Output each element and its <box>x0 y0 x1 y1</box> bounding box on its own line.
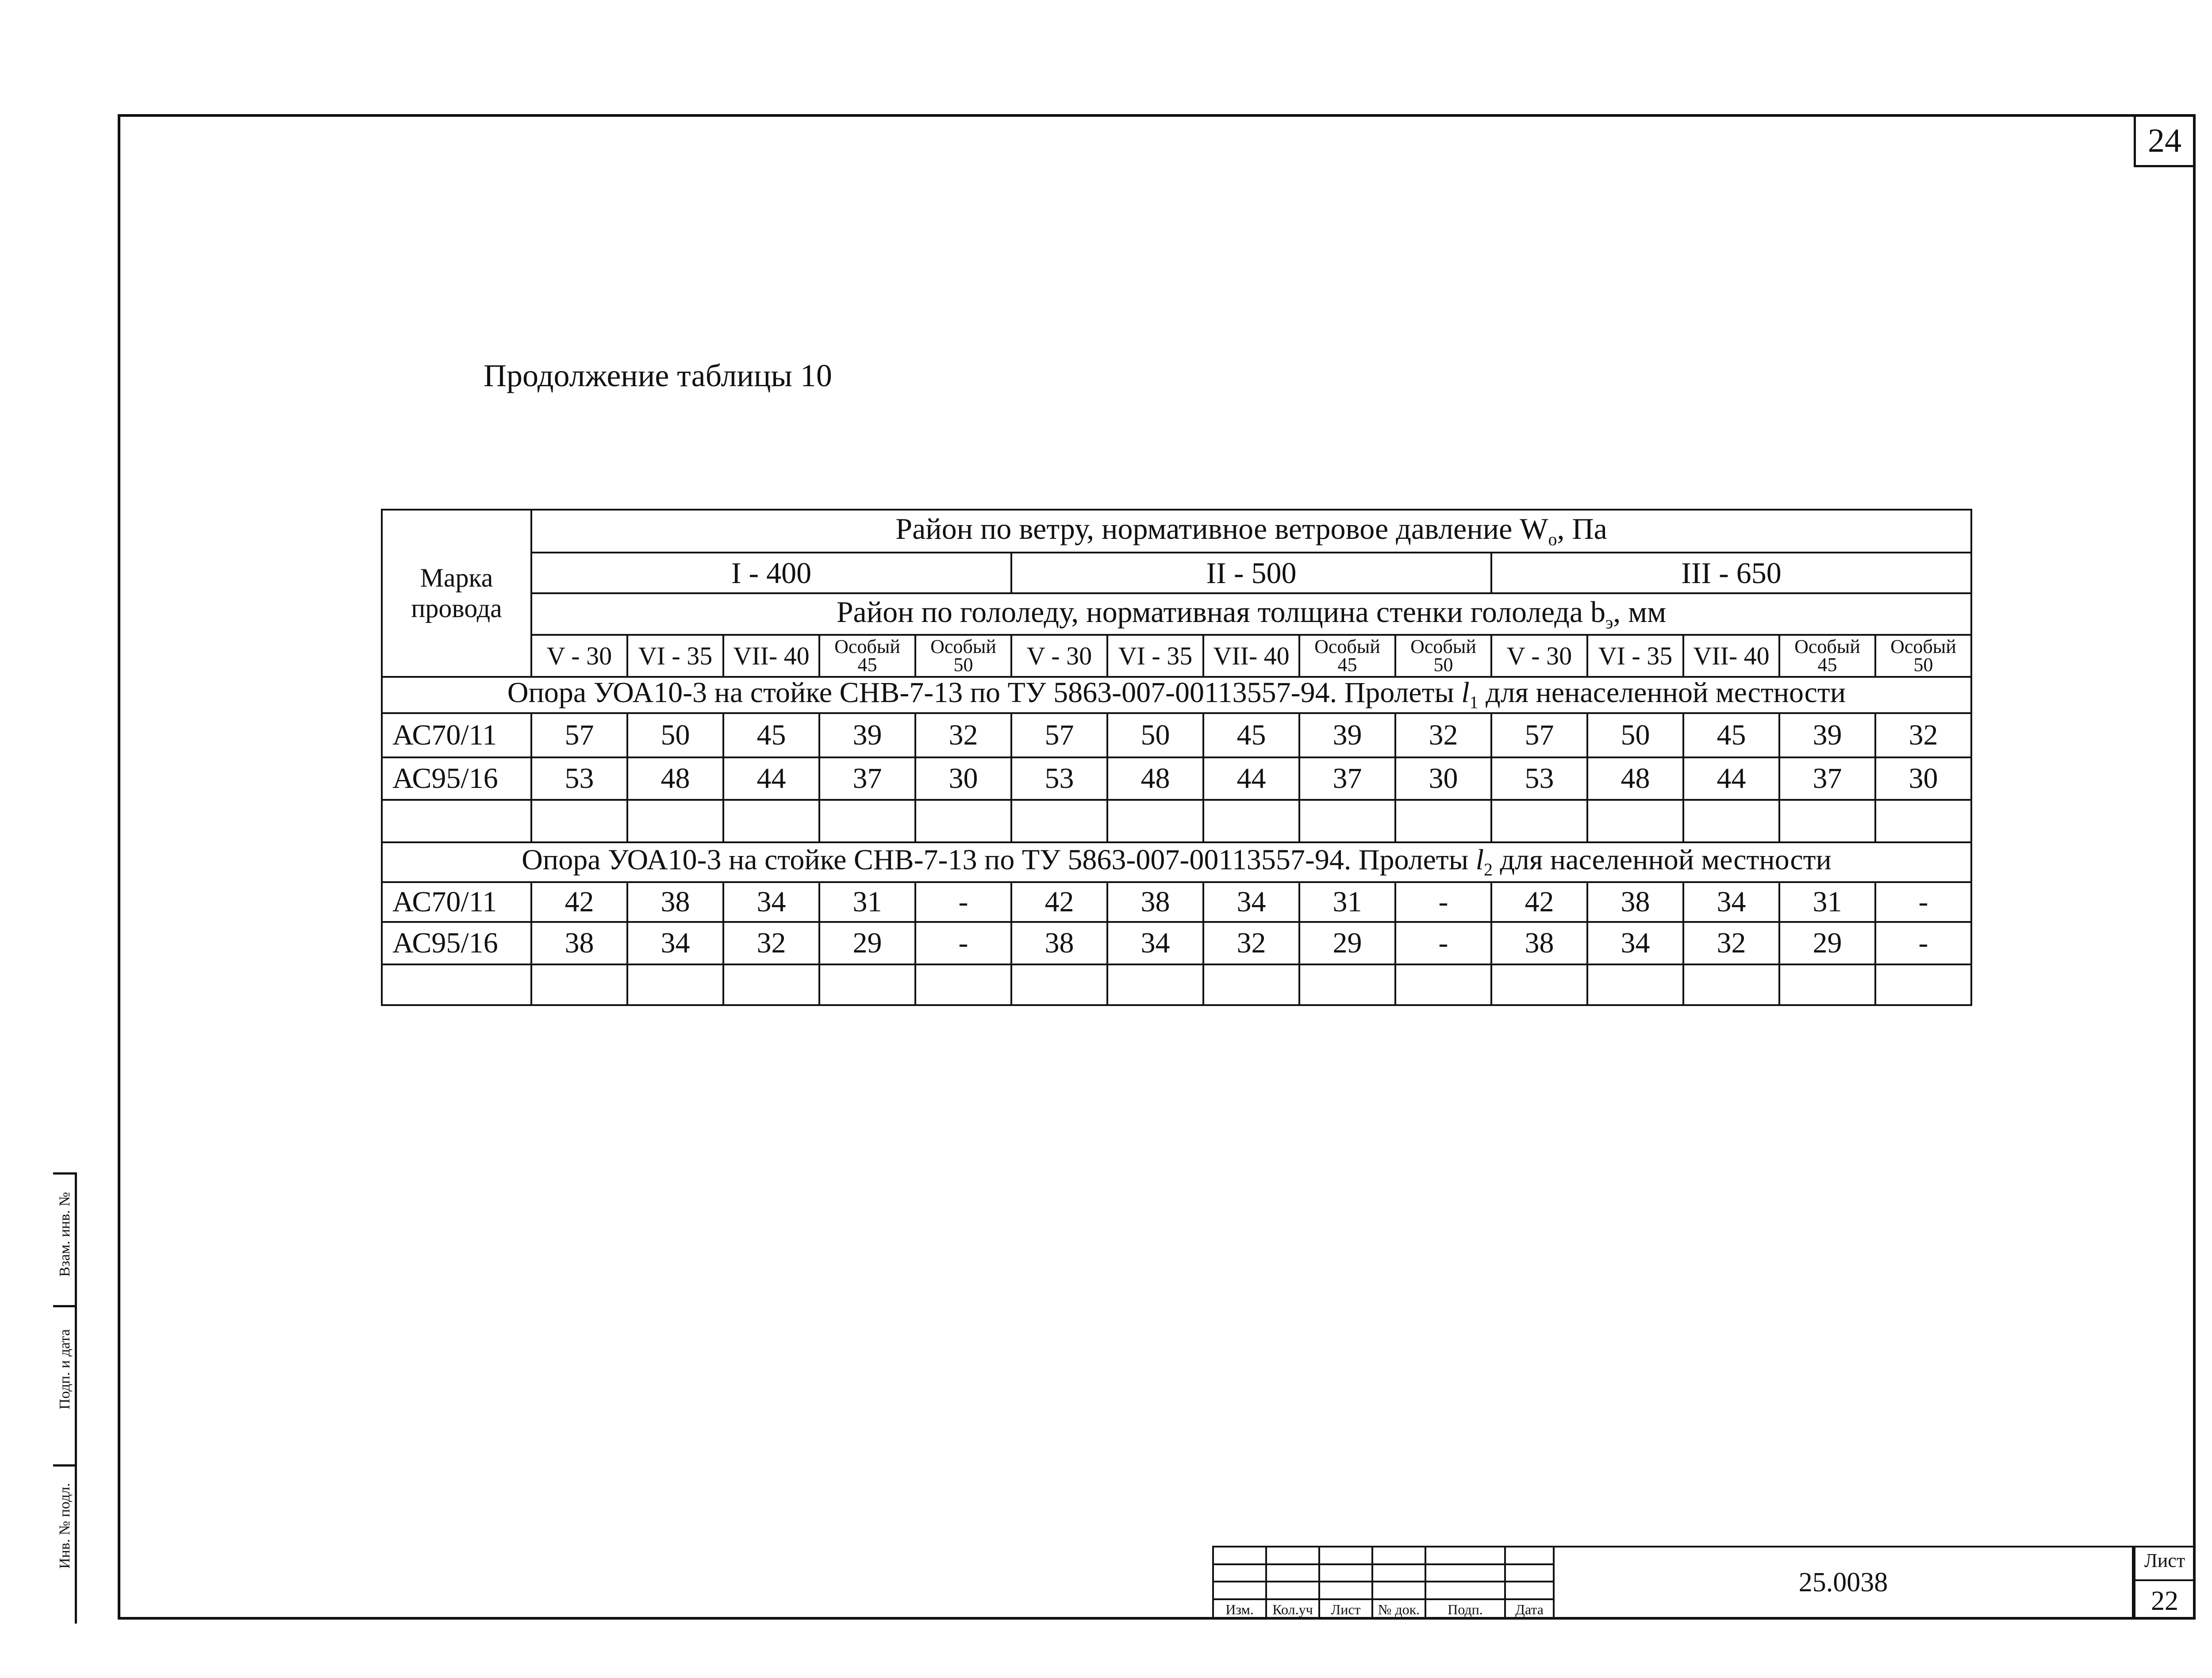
span-value: 48 <box>627 757 723 800</box>
page-number: 24 <box>2134 114 2196 167</box>
span-value: 34 <box>627 922 723 964</box>
ice-region-thickness: 45 <box>857 653 877 676</box>
span-value: 34 <box>1107 922 1203 964</box>
span-value: - <box>915 922 1011 964</box>
ice-region-thickness: 50 <box>953 653 973 676</box>
span-value: 31 <box>819 882 915 922</box>
span-value: 30 <box>915 757 1011 800</box>
span-value: - <box>1395 922 1491 964</box>
empty-cell <box>1395 964 1491 1005</box>
brand-header: Марка провода <box>382 510 531 677</box>
ice-region-header: VII- 40 <box>723 635 819 677</box>
span-value: 37 <box>819 757 915 800</box>
span-value: 32 <box>1875 713 1971 757</box>
empty-cell <box>1779 964 1875 1005</box>
empty-cell <box>1491 800 1587 842</box>
empty-cell <box>915 800 1011 842</box>
span-value: 57 <box>531 713 627 757</box>
ice-region-header: V - 30 <box>1491 635 1587 677</box>
table-row <box>382 922 1971 964</box>
empty-cell <box>1107 800 1203 842</box>
ice-region-header <box>1395 635 1491 677</box>
span-value: 30 <box>1875 757 1971 800</box>
span-value: 50 <box>1107 713 1203 757</box>
stamp-label-signature-date: Подп. и дата <box>57 1329 73 1409</box>
ice-region-label: Особый <box>1794 636 1860 658</box>
title-block <box>1212 1546 2196 1620</box>
empty-cell <box>1203 800 1299 842</box>
span-value: 39 <box>1779 713 1875 757</box>
span-value: 53 <box>1491 757 1587 800</box>
empty-cell <box>819 800 915 842</box>
span-value: 32 <box>1395 713 1491 757</box>
ice-region-header: VI - 35 <box>1587 635 1683 677</box>
sheet-number: 22 <box>2135 1579 2194 1621</box>
ice-region-thickness: 45 <box>1817 653 1837 676</box>
empty-cell <box>1491 964 1587 1005</box>
span-value: 29 <box>819 922 915 964</box>
span-value: 32 <box>915 713 1011 757</box>
span-value: 29 <box>1779 922 1875 964</box>
empty-cell <box>1011 800 1107 842</box>
span-value: 42 <box>531 882 627 922</box>
empty-cell <box>627 964 723 1005</box>
document-code: 25.0038 <box>1553 1546 2134 1620</box>
ice-header: Район по гололеду, нормативная толщина стенки гололеда $b_э$, мм <box>531 593 1971 635</box>
ice-region-header: VII- 40 <box>1203 635 1299 677</box>
wire-brand: АС95/16 <box>382 757 531 800</box>
ice-region-header <box>1299 635 1395 677</box>
ice-region-header <box>1875 635 1971 677</box>
ice-region-label: Особый <box>1890 636 1956 658</box>
table-row <box>382 713 1971 757</box>
empty-cell <box>382 964 531 1005</box>
span-value: - <box>915 882 1011 922</box>
col-change: Изм. <box>1213 1599 1266 1619</box>
blank-row <box>382 964 1971 1005</box>
ice-region-thickness: 50 <box>1433 653 1453 676</box>
table-row <box>382 757 1971 800</box>
blank-row <box>382 800 1971 842</box>
empty-cell <box>723 800 819 842</box>
span-value: 31 <box>1779 882 1875 922</box>
empty-cell <box>1875 800 1971 842</box>
span-value: 38 <box>1587 882 1683 922</box>
empty-cell <box>723 964 819 1005</box>
span-value: 53 <box>1011 757 1107 800</box>
wire-brand: АС70/11 <box>382 713 531 757</box>
empty-cell <box>1587 800 1683 842</box>
span-value: 38 <box>1107 882 1203 922</box>
span-value: 38 <box>1491 922 1587 964</box>
col-date: Дата <box>1505 1599 1554 1619</box>
span-value: 37 <box>1299 757 1395 800</box>
col-sign: Подп. <box>1425 1599 1505 1619</box>
ice-region-header: V - 30 <box>1011 635 1107 677</box>
wind-region-2: II - 500 <box>1011 553 1491 593</box>
ice-region-header <box>915 635 1011 677</box>
empty-cell <box>1779 800 1875 842</box>
ice-region-header: VII- 40 <box>1683 635 1779 677</box>
empty-cell <box>382 800 531 842</box>
empty-cell <box>915 964 1011 1005</box>
span-value: 34 <box>1683 882 1779 922</box>
ice-region-header: VI - 35 <box>627 635 723 677</box>
ice-region-thickness: 45 <box>1337 653 1357 676</box>
span-value: 44 <box>723 757 819 800</box>
ice-region-header <box>819 635 915 677</box>
section-title-2: Опора УОА10-3 на стойке СНВ-7-13 по ТУ 5863-007-00113557-94. Пролеты $l_2$ для населенной местности <box>382 842 1971 882</box>
span-value: 53 <box>531 757 627 800</box>
col-doc: № док. <box>1372 1599 1425 1619</box>
empty-cell <box>819 964 915 1005</box>
span-value: 39 <box>819 713 915 757</box>
span-value: 45 <box>1203 713 1299 757</box>
span-value: 37 <box>1779 757 1875 800</box>
ice-region-label: Особый <box>1314 636 1380 658</box>
span-value: 32 <box>1203 922 1299 964</box>
wire-brand: АС70/11 <box>382 882 531 922</box>
span-value: 34 <box>723 882 819 922</box>
empty-cell <box>1299 964 1395 1005</box>
empty-cell <box>531 800 627 842</box>
empty-cell <box>627 800 723 842</box>
span-value: 57 <box>1011 713 1107 757</box>
span-value: 50 <box>627 713 723 757</box>
span-value: - <box>1875 922 1971 964</box>
span-value: 48 <box>1587 757 1683 800</box>
span-value: 31 <box>1299 882 1395 922</box>
span-value: - <box>1875 882 1971 922</box>
span-value: 38 <box>627 882 723 922</box>
sheet-label: Лист <box>2144 1550 2185 1571</box>
ice-region-header: V - 30 <box>531 635 627 677</box>
empty-cell <box>1107 964 1203 1005</box>
stamp-label-replacement: Взам. инв. № <box>57 1192 73 1277</box>
empty-cell <box>1203 964 1299 1005</box>
col-count: Кол.уч <box>1266 1599 1319 1619</box>
ice-region-label: Особый <box>930 636 996 658</box>
span-value: 38 <box>531 922 627 964</box>
span-value: 44 <box>1683 757 1779 800</box>
span-value: 34 <box>1203 882 1299 922</box>
span-value: 30 <box>1395 757 1491 800</box>
ice-region-label: Особый <box>1410 636 1476 658</box>
empty-cell <box>531 964 627 1005</box>
span-value: 29 <box>1299 922 1395 964</box>
wind-region-1: I - 400 <box>531 553 1011 593</box>
empty-cell <box>1683 964 1779 1005</box>
ice-regions-row <box>382 635 1971 677</box>
empty-cell <box>1683 800 1779 842</box>
span-value: 44 <box>1203 757 1299 800</box>
span-value: - <box>1395 882 1491 922</box>
revision-grid <box>1212 1546 1555 1620</box>
span-value: 42 <box>1491 882 1587 922</box>
span-value: 57 <box>1491 713 1587 757</box>
empty-cell <box>1299 800 1395 842</box>
spans-table <box>381 509 1972 1006</box>
span-value: 48 <box>1107 757 1203 800</box>
span-value: 50 <box>1587 713 1683 757</box>
ice-region-label: Особый <box>834 636 900 658</box>
table-caption: Продолжение таблицы 10 <box>484 358 832 393</box>
sheet-box <box>2134 1546 2196 1620</box>
wind-header: Район по ветру, нормативное ветровое давление $W_о$, Па <box>531 510 1971 553</box>
wind-region-3: III - 650 <box>1491 553 1971 593</box>
ice-region-header: VI - 35 <box>1107 635 1203 677</box>
span-value: 45 <box>1683 713 1779 757</box>
span-value: 32 <box>723 922 819 964</box>
empty-cell <box>1395 800 1491 842</box>
col-sheet: Лист <box>1319 1599 1372 1619</box>
empty-cell <box>1587 964 1683 1005</box>
table-row <box>382 882 1971 922</box>
span-value: 39 <box>1299 713 1395 757</box>
stamp-label-inventory: Инв. № подл. <box>57 1483 73 1569</box>
empty-cell <box>1875 964 1971 1005</box>
span-value: 42 <box>1011 882 1107 922</box>
span-value: 45 <box>723 713 819 757</box>
ice-region-thickness: 50 <box>1913 653 1933 676</box>
wire-brand: АС95/16 <box>382 922 531 964</box>
ice-region-header <box>1779 635 1875 677</box>
span-value: 32 <box>1683 922 1779 964</box>
empty-cell <box>1011 964 1107 1005</box>
section-title-1: Опора УОА10-3 на стойке СНВ-7-13 по ТУ 5863-007-00113557-94. Пролеты $l_1$ для ненаселенной местности <box>382 677 1971 713</box>
side-stamp <box>53 1172 77 1624</box>
span-value: 34 <box>1587 922 1683 964</box>
span-value: 38 <box>1011 922 1107 964</box>
